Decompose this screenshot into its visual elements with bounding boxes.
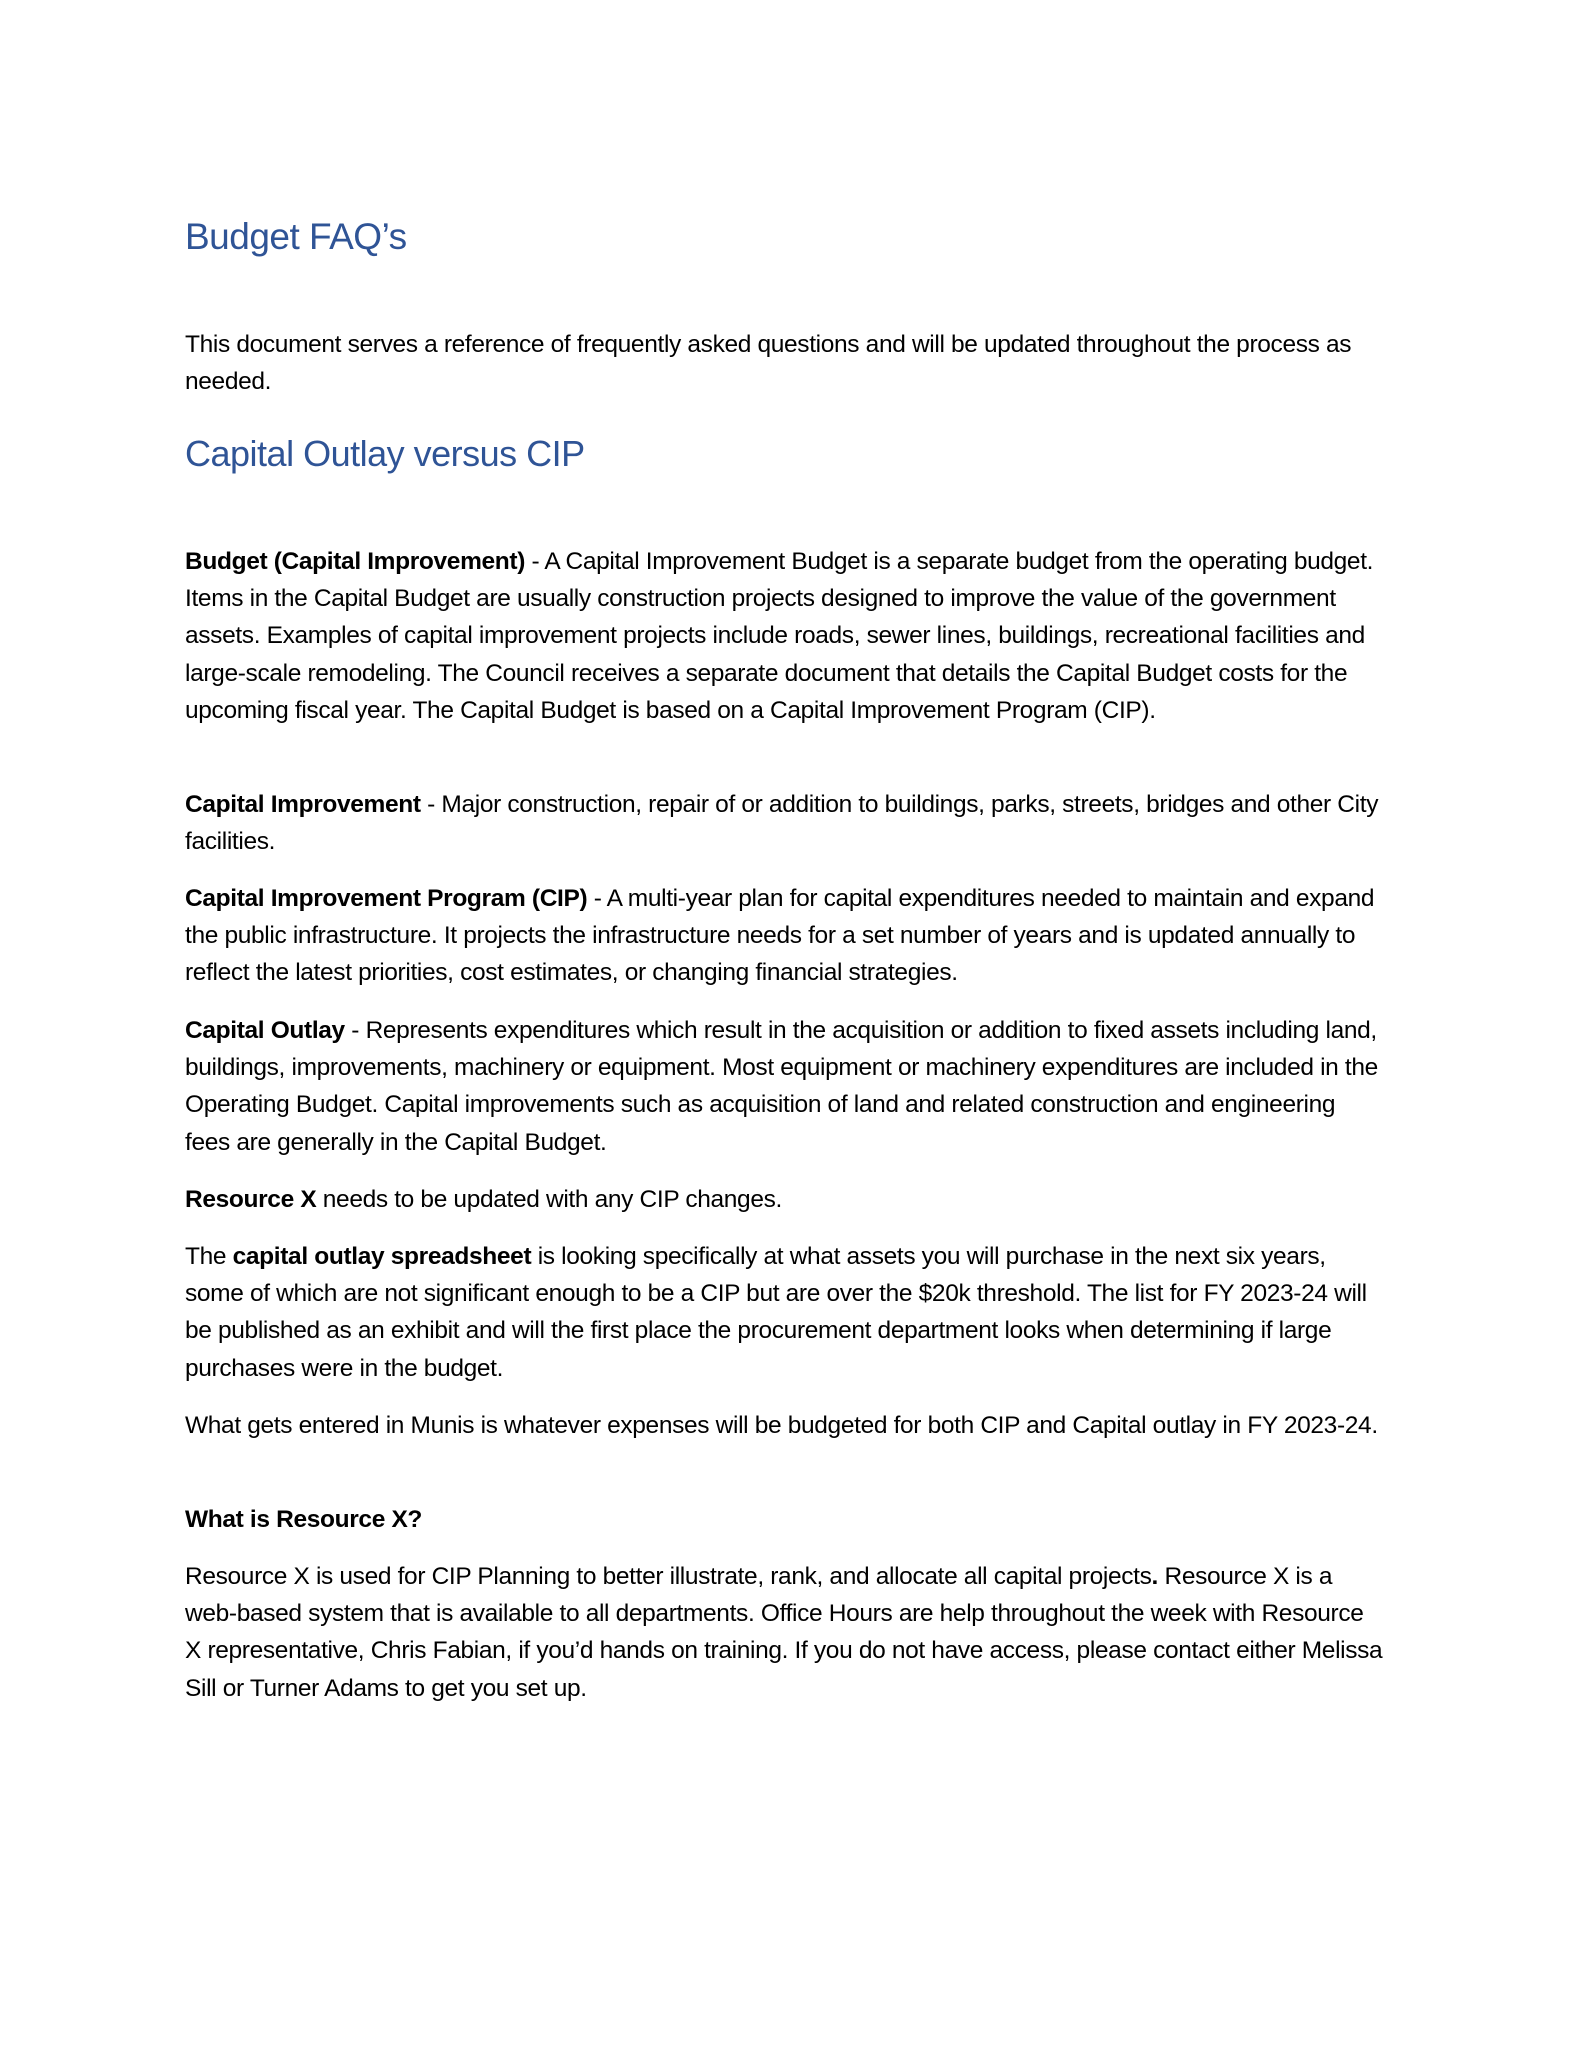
term: Capital Outlay bbox=[185, 1017, 345, 1044]
answer-text-cont: Resource X is a web-based system that is available to all departments. Office Hours are help throughout the week with Resource X representative, Chris Fabian, if you’d hands on training. If you do not have access, please contact either Melissa Sill or Turner Adams to get you set up. bbox=[185, 1563, 1383, 1702]
definition-capital-improvement bbox=[185, 786, 1385, 860]
term: Capital Improvement bbox=[185, 791, 421, 818]
term: capital outlay spreadsheet bbox=[232, 1243, 532, 1270]
section-heading: Capital Outlay versus CIP bbox=[185, 433, 585, 474]
definition-capital-outlay bbox=[185, 1012, 1385, 1161]
definition-text: - Major construction, repair of or addition to buildings, parks, streets, bridges and other City facilities. bbox=[185, 791, 1379, 856]
document-title: Budget FAQ’s bbox=[185, 216, 407, 257]
question: What is Resource X? bbox=[185, 1506, 423, 1533]
resource-x-note bbox=[185, 1181, 1385, 1218]
term: Resource X bbox=[185, 1186, 317, 1213]
spreadsheet-note bbox=[185, 1238, 1385, 1387]
definition-text: - Represents expenditures which result in the acquisition or addition to fixed assets including land, buildings, improvements, machinery or equipment. Most equipment or machinery expenditures are included in the Operating Budget. Capital improvements such as acquisition of land and related construction and engineering fees are generally in the Capital Budget. bbox=[185, 1017, 1378, 1156]
intro-paragraph: This document serves a reference of frequently asked questions and will be updated throughout the process as needed. bbox=[185, 331, 1352, 396]
definition-budget-capital-improvement bbox=[185, 543, 1385, 729]
munis-note: What gets entered in Munis is whatever expenses will be budgeted for both CIP and Capital outlay in FY 2023-24. bbox=[185, 1412, 1378, 1439]
note-text: needs to be updated with any CIP changes. bbox=[316, 1186, 782, 1213]
answer-text: Resource X is used for CIP Planning to better illustrate, rank, and allocate all capital projects bbox=[185, 1563, 1152, 1590]
term: Capital Improvement Program (CIP) bbox=[185, 885, 588, 912]
definition-text: - A multi-year plan for capital expenditures needed to maintain and expand the public infrastructure. It projects the infrastructure needs for a set number of years and is updated annually to reflect the latest priorities, cost estimates, or changing financial strategies. bbox=[185, 885, 1375, 987]
answer-period: . bbox=[1151, 1563, 1159, 1590]
term: Budget (Capital Improvement) bbox=[185, 548, 526, 575]
definition-text: - A Capital Improvement Budget is a separate budget from the operating budget. Items in the Capital Budget are usually construction projects designed to improve the value of the government assets. Examples of capital improvement projects include roads, sewer lines, buildings, recreational facilities and large-scale remodeling. The Council receives a separate document that details the Capital Budget costs for the upcoming fiscal year. The Capital Budget is based on a Capital Improvement Program (CIP). bbox=[185, 548, 1374, 724]
answer-paragraph bbox=[185, 1558, 1385, 1707]
note-prefix: The bbox=[185, 1243, 233, 1270]
question-heading bbox=[185, 1501, 1385, 1538]
note-text: is looking specifically at what assets you will purchase in the next six years, some of which are not significant enough to be a CIP but are over the $20k threshold. The list for FY 2023-24 will be published as an exhibit and will the first place the procurement department looks when determining if large purchases were in the budget. bbox=[185, 1243, 1367, 1382]
definition-cip bbox=[185, 880, 1385, 992]
